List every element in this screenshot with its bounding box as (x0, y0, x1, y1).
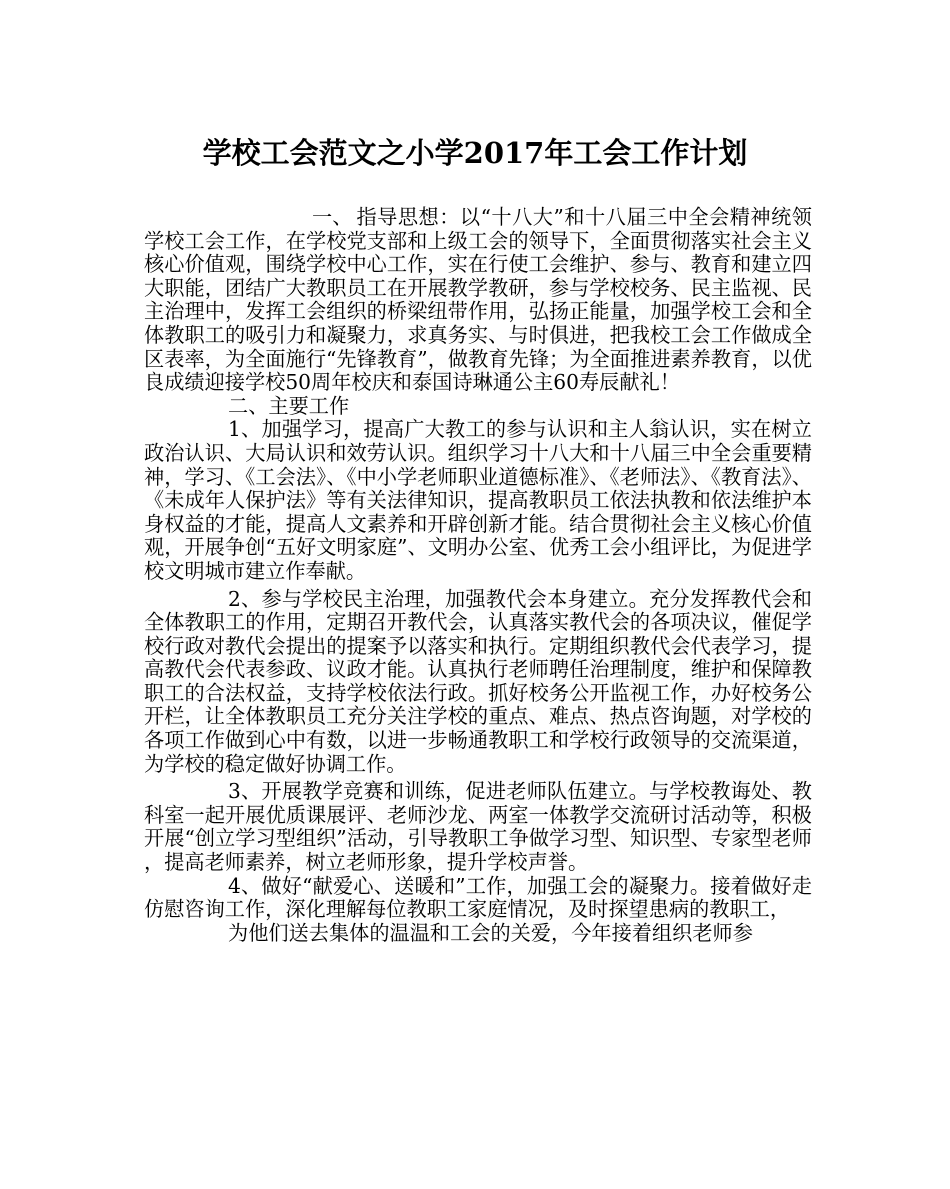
section-heading-main-work: 二、主要工作 (228, 393, 350, 418)
paragraph-item-3: 3、开展教学竞赛和训练，促进老师队伍建立。与学校教诲处、教科室一起开展优质课展评、老师沙龙、两室一体教学交流研讨活动等，积极开展“创立学习型组织”活动，引导教职工争做学习型、知识型、专家型老师，提高老师素养，树立老师形象，提升学校声誉。 (144, 779, 812, 875)
paragraph-continuation: 为他们送去集体的温温和工会的关爱，今年接着组织老师参 (228, 920, 753, 945)
paragraph-item-4: 4、做好“献爱心、送暖和”工作，加强工会的凝聚力。接着做好走仿慰咨询工作，深化理解每位教职工家庭情况，及时探望患病的教职工， (144, 873, 812, 922)
paragraph-text: 指导思想：以“十八大”和十八届三中全会精神统领学校工会工作，在学校党支部和上级工会的领导下，全面贯彻落实社会主义核心价值观，围绕学校中心工作，实在行使工会维护、参与、教育和建立四大职能，团结广大教职员工在开展教学教研，参与学校校务、民主监视、民主治理中，发挥工会组织的桥梁纽带作用，弘扬正能量，加强学校工会和全体教职工的吸引力和凝聚力，求真务实、与时俱进，把我校工会工作做成全区表率，为全面施行“先锋教育”，做教育先锋；为全面推进素养教育，以优良成绩迎接学校50周年校庆和泰国诗琳通公主60寿辰献礼！ (144, 205, 812, 395)
page-title: 学校工会范文之小学2017年工会工作计划 (202, 136, 748, 170)
paragraph-item-2: 2、参与学校民主治理，加强教代会本身建立。充分发挥教代会和全体教职工的作用，定期召开教代会，认真落实教代会的各项决议，催促学校行政对教代会提出的提案予以落实和执行。定期组织教代会代表学习，提高教代会代表参政、议政才能。认真执行老师聘任治理制度，维护和保障教职工的合法权益，支持学校依法行政。抓好校务公开监视工作，办好校务公开栏，让全体教职员工充分关注学校的重点、难点、热点咨询题，对学校的各项工作做到心中有数，以进一步畅通教职工和学校行政领导的交流渠道，为学校的稳定做好协调工作。 (144, 586, 812, 776)
document-body (144, 206, 812, 945)
paragraph-number: 一、 (312, 205, 353, 229)
paragraph-guiding-ideology (144, 206, 812, 395)
paragraph-item-1: 1、加强学习，提高广大教工的参与认识和主人翁认识，实在树立政治认识、大局认识和效劳认识。组织学习十八大和十八届三中全会重要精神，学习、《工会法》、《中小学老师职业道德标准》、《老师法》、《教育法》、《未成年人保护法》等有关法律知识，提高教职员工依法执教和依法维护本身权益的才能，提高人文素养和开辟创新才能。结合贯彻社会主义核心价值观，开展争创“五好文明家庭”、文明办公室、优秀工会小组评比，为促进学校文明城市建立作奉献。 (144, 417, 812, 583)
